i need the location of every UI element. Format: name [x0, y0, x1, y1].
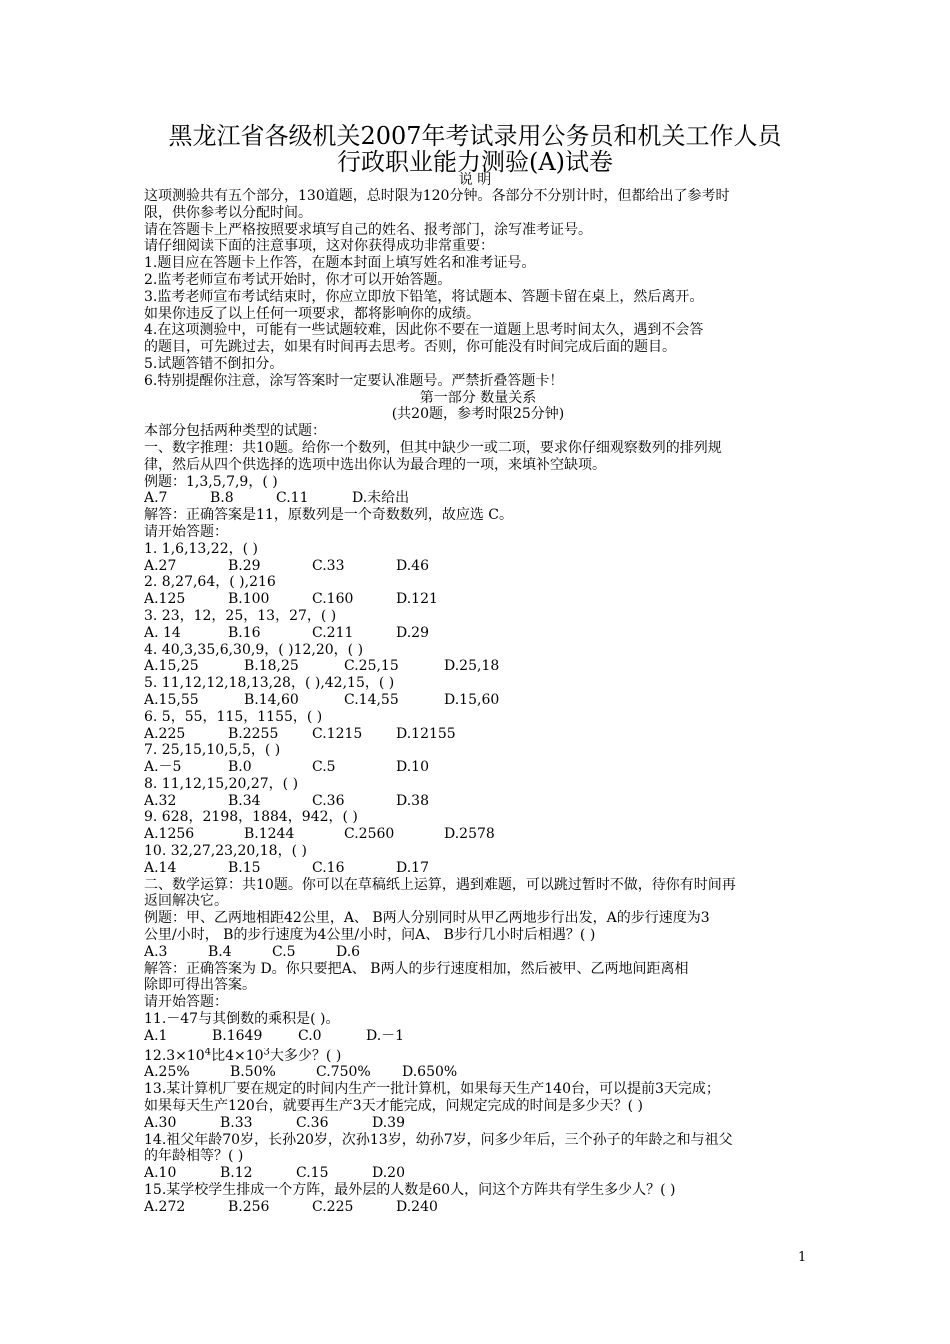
option: A.15,25 [144, 658, 199, 675]
option: C.15 [296, 1165, 329, 1182]
option: D.6 [336, 943, 361, 960]
question-3: 3. 23，12，25，13，27，( ) [144, 607, 337, 624]
option: A.7 [144, 490, 168, 507]
question-2: 2. 8,27,64，( ),216 [144, 574, 276, 591]
page-number: 1 [798, 1250, 807, 1265]
option: A. 14 [144, 624, 181, 641]
option: A.－5 [144, 759, 182, 776]
part1-intro: 本部分包括两种类型的试题： [144, 423, 326, 440]
question-14-options [144, 1165, 812, 1182]
intro-line: 1.题目应在答题卡上作答，在题本封面上填写姓名和准考证号。 [144, 255, 536, 272]
q12-exponent: 3 [263, 1047, 270, 1057]
option: C.225 [312, 1198, 354, 1215]
option: A.32 [144, 792, 177, 809]
option: D.10 [396, 759, 429, 776]
option: D.240 [396, 1198, 438, 1215]
option: A.1 [144, 1027, 168, 1044]
option: A.3 [144, 943, 168, 960]
option: A.1256 [144, 826, 195, 843]
title-line-2: 行政职业能力测验(A)试卷 [336, 148, 614, 176]
option: D.2578 [444, 826, 495, 843]
option: A.10 [144, 1165, 177, 1182]
option: B.18,25 [244, 658, 299, 675]
question-8-options [144, 793, 812, 810]
option: D.650% [402, 1064, 458, 1081]
option: A.27 [144, 557, 177, 574]
option: B.29 [228, 557, 261, 574]
option: D.39 [372, 1114, 405, 1131]
option: A.272 [144, 1198, 186, 1215]
option: D.121 [396, 591, 438, 608]
option: B.100 [228, 591, 270, 608]
option: C.11 [276, 490, 309, 507]
option: A.14 [144, 859, 177, 876]
option: C.2560 [344, 826, 395, 843]
option: C.25,15 [344, 658, 399, 675]
question-12-options [144, 1064, 812, 1081]
option: C.0 [298, 1027, 322, 1044]
question-13-options [144, 1115, 812, 1132]
question-5: 5. 11,12,12,18,13,28，( ),42,15，( ) [144, 675, 395, 692]
intro-line: 5.试题答错不倒扣分。 [144, 355, 284, 372]
question-13: 如果每天生产120台，就要再生产3天才能完成，问规定完成的时间是多少天？( ) [144, 1098, 644, 1115]
option: B.1649 [212, 1027, 263, 1044]
option: A.15,55 [144, 691, 199, 708]
intro-line: 如果你违反了以上任何一项要求，都将影响你的成绩。 [144, 305, 480, 322]
question-4: 4. 40,3,35,6,30,9，( )12,20，( ) [144, 641, 364, 658]
section2-example: 例题：甲、乙两地相距42公里，A、 B两人分别同时从甲乙两地步行出发，A的步行速度为3 [144, 910, 710, 927]
option: C.33 [312, 557, 345, 574]
question-4-options [144, 658, 812, 675]
section1-question-list [144, 541, 812, 877]
section2-description: 二、数学运算：共10题。你可以在草稿纸上运算，遇到难题，可以跳过暂时不做，待你有时间再 [144, 876, 736, 893]
question-6-options [144, 726, 812, 743]
option: A.30 [144, 1114, 177, 1131]
question-1: 1. 1,6,13,22，( ) [144, 540, 258, 557]
question-12 [144, 1048, 812, 1065]
start-label: 请开始答题： [144, 994, 228, 1011]
intro-line: 2.监考老师宣布考试开始时，你才可以开始答题。 [144, 271, 452, 288]
section2-example-options [144, 944, 812, 961]
question-9: 9. 628，2198，1884，942，( ) [144, 809, 358, 826]
question-14: 14.祖父年龄70岁，长孙20岁，次孙13岁，幼孙7岁，问多少年后，三个孙子的年龄之和与祖父 [144, 1131, 733, 1148]
q12-text: 大多少？( ) [269, 1047, 342, 1064]
section1-example: 例题：1,3,5,7,9，( ) [144, 473, 278, 490]
option: D.15,60 [444, 691, 500, 708]
question-15: 15.某学校学生排成一个方阵，最外层的人数是60人，问这个方阵共有学生多少人？( ) [144, 1182, 676, 1199]
option: B.33 [220, 1114, 253, 1131]
option: A.25% [144, 1064, 190, 1081]
option: B.34 [228, 792, 261, 809]
option: B.16 [228, 624, 261, 641]
title-line-1: 黑龙江省各级机关2007年考试录用公务员和机关工作人员 [168, 122, 782, 150]
option: B.1244 [244, 826, 295, 843]
question-1-options [144, 558, 812, 575]
option: B.0 [228, 759, 252, 776]
part1-title: 第一部分 数量关系 [419, 389, 537, 406]
q12-text: 12.3×10 [144, 1047, 205, 1064]
section2-example: 公里/小时， B的步行速度为4公里/小时，问A、 B步行几小时后相遇？( ) [144, 927, 596, 944]
section1-example-options [144, 490, 812, 507]
section2-answer: 解答：正确答案为 D。你只要把A、 B两人的步行速度相加，然后被甲、乙两地间距离相 [144, 960, 689, 977]
question-3-options [144, 625, 812, 642]
question-11: 11.－47与其倒数的乘积是( )。 [144, 1011, 340, 1028]
intro-line: 的题目，可先跳过去，如果有时间再去思考。否则，你可能没有时间完成后面的题目。 [144, 339, 676, 356]
option: C.5 [312, 759, 336, 776]
option: B.2255 [228, 725, 279, 742]
start-label: 请开始答题： [144, 523, 228, 540]
option: B.256 [228, 1198, 270, 1215]
option: C.14,55 [344, 691, 399, 708]
intro-line: 4.在这项测验中，可能有一些试题较难，因此你不要在一道题上思考时间太久，遇到不会答 [144, 322, 704, 339]
question-13: 13.某计算机厂要在规定的时间内生产一批计算机，如果每天生产140台，可以提前3天完成； [144, 1081, 720, 1098]
section1-description: 律，然后从四个供选择的选项中选出你认为最合理的一项，来填补空缺项。 [144, 456, 606, 473]
option: C.16 [312, 859, 345, 876]
option: B.12 [220, 1165, 253, 1182]
q12-exponent: 4 [204, 1047, 212, 1057]
intro-line: 6.特别提醒你注意，涂写答案时一定要认准题号。严禁折叠答题卡！ [144, 372, 564, 389]
section2-answer: 除即可得出答案。 [144, 977, 256, 994]
option: C.36 [296, 1114, 329, 1131]
option: D.38 [396, 792, 429, 809]
option: D.46 [396, 557, 429, 574]
question-9-options [144, 826, 812, 843]
option: D.12155 [396, 725, 456, 742]
option: D.29 [396, 624, 429, 641]
document-body [144, 188, 812, 1216]
intro-line: 这项测验共有五个部分，130道题，总时限为120分钟。各部分不分别计时，但都给出了参考时 [144, 188, 730, 204]
option: C.1215 [312, 725, 363, 742]
option: C.211 [312, 624, 354, 641]
intro-line: 3.监考老师宣布考试结束时，你应立即放下铅笔，将试题本、答题卡留在桌上，然后离开。 [144, 288, 704, 305]
intro-line: 请仔细阅读下面的注意事项，这对你获得成功非常重要： [144, 238, 494, 255]
option: C.750% [316, 1064, 371, 1081]
question-5-options [144, 692, 812, 709]
question-10-options [144, 860, 812, 877]
option: D.－1 [366, 1027, 405, 1044]
option: D.25,18 [444, 658, 500, 675]
option: B.8 [210, 490, 234, 507]
option: B.4 [208, 943, 232, 960]
question-11-options [144, 1028, 812, 1045]
question-7: 7. 25,15,10,5,5，( ) [144, 742, 281, 759]
intro-line: 请在答题卡上严格按照要求填写自己的姓名、报考部门，涂写准考证号。 [144, 221, 592, 238]
option: C.36 [312, 792, 345, 809]
option: B.14,60 [244, 691, 299, 708]
option: B.15 [228, 859, 261, 876]
option: D.20 [372, 1165, 405, 1182]
question-14: 的年龄相等？( ) [144, 1148, 244, 1165]
question-6: 6. 5，55，115，1155，( ) [144, 708, 323, 725]
option: B.50% [230, 1064, 276, 1081]
question-2-options [144, 591, 812, 608]
option: C.5 [272, 943, 296, 960]
question-8: 8. 11,12,15,20,27，( ) [144, 775, 299, 792]
question-7-options [144, 759, 812, 776]
part1-subtitle: (共20题，参考时限25分钟) [391, 406, 565, 423]
option: A.125 [144, 591, 186, 608]
section1-answer: 解答：正确答案是11，原数列是一个奇数数列，故应选 C。 [144, 507, 513, 524]
section2-description: 返回解决它。 [144, 893, 228, 910]
section1-description: 一、数字推理：共10题。给你一个数列，但其中缺少一或二项，要求你仔细观察数列的排列规 [144, 439, 722, 456]
question-10: 10. 32,27,23,20,18，( ) [144, 843, 307, 860]
option: C.160 [312, 591, 354, 608]
option: A.225 [144, 725, 186, 742]
instructions-heading: 说 明 [458, 172, 492, 188]
q12-text: 比4×10 [211, 1047, 264, 1064]
option: D.17 [396, 859, 429, 876]
question-15-options [144, 1199, 812, 1216]
intro-line: 限，供你参考以分配时间。 [144, 204, 312, 221]
option: D.未给出 [352, 490, 410, 507]
